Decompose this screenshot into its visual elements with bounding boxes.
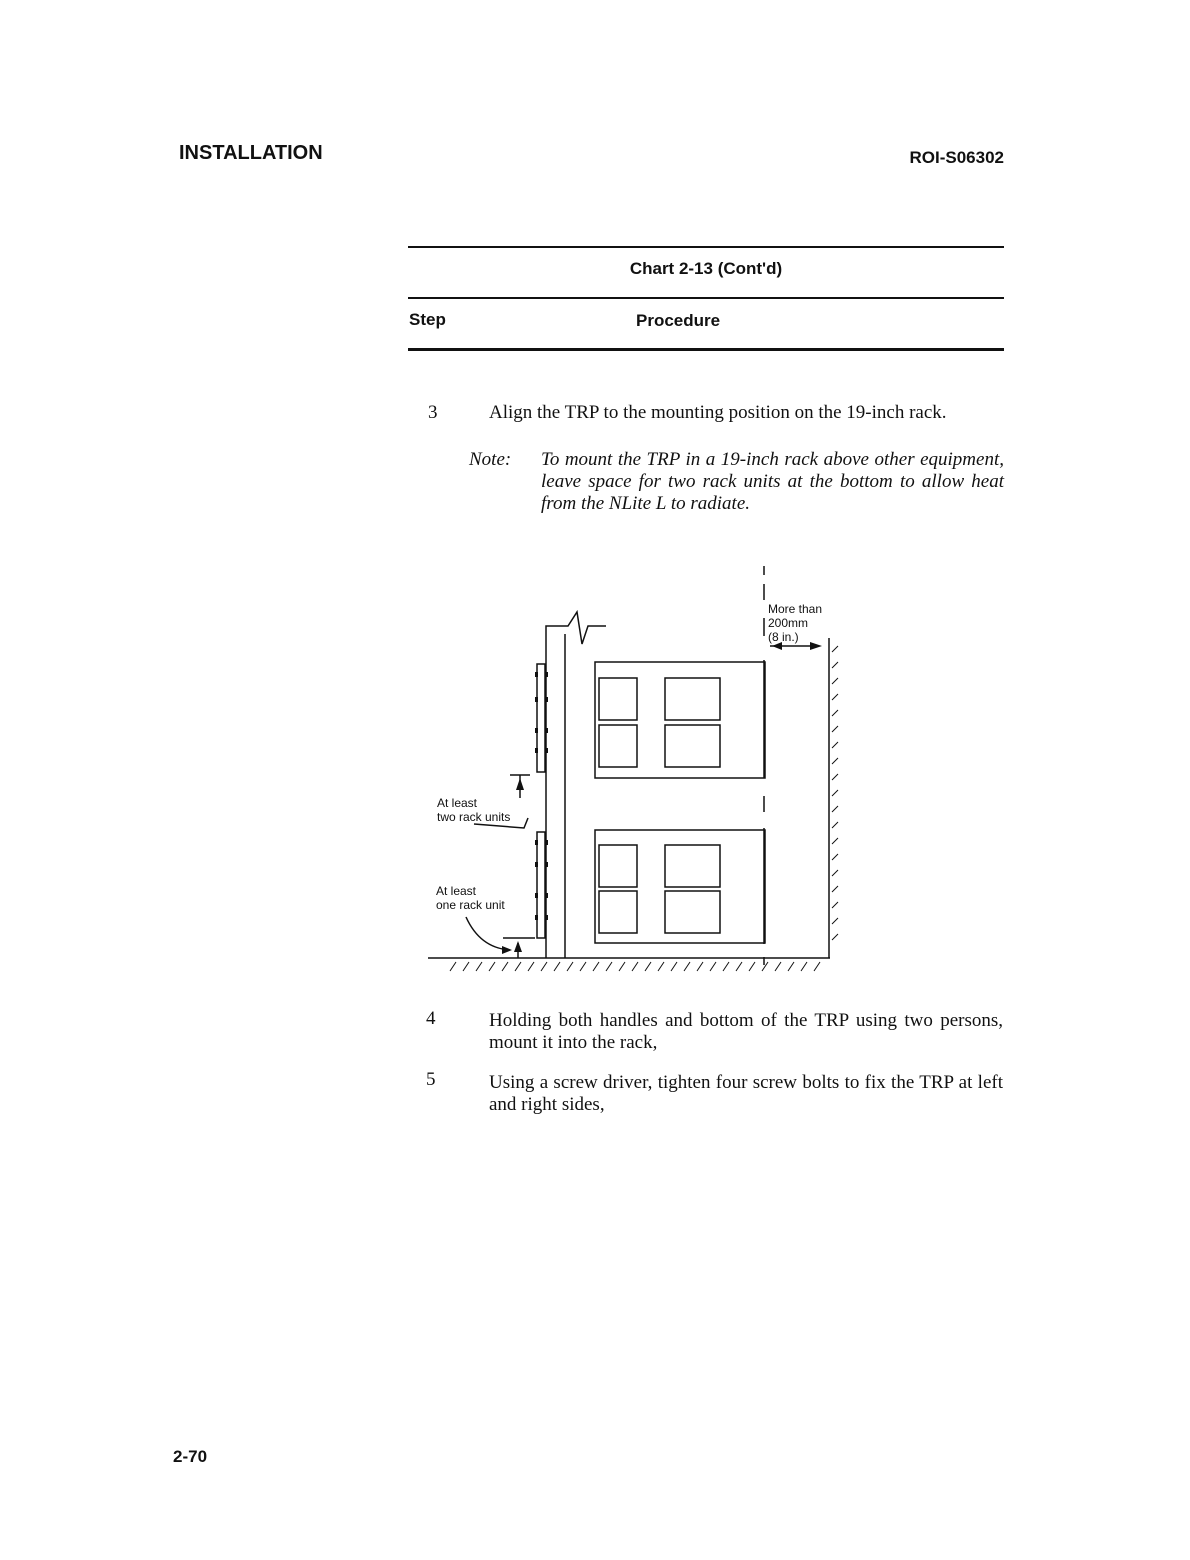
section-title: INSTALLATION: [179, 142, 323, 164]
step-text: Using a screw driver, tighten four screw bolts to fix the TRP at left and right sides,: [489, 1072, 1003, 1115]
step-text: Align the TRP to the mounting position on the 19-inch rack.: [489, 402, 947, 423]
two-rack-units-label-line2: two rack units: [437, 810, 511, 824]
one-rack-unit-label-line2: one rack unit: [436, 898, 505, 912]
document-id: ROI-S06302: [909, 148, 1004, 167]
clearance-label-line2: 200mm: [768, 616, 809, 630]
one-rack-unit-label-line1: At least: [436, 884, 477, 898]
page-number: 2-70: [173, 1447, 208, 1466]
step-number: 3: [428, 402, 438, 423]
clearance-label-line3: (8 in.): [768, 630, 799, 644]
two-rack-units-label-line1: At least: [437, 796, 478, 810]
column-header-step: Step: [409, 310, 446, 329]
rack-post: [546, 612, 606, 958]
column-header-procedure: Procedure: [636, 311, 721, 330]
wall-hatching: [832, 646, 838, 940]
mounting-flange-upper: [537, 664, 545, 772]
clearance-label-line1: More than: [768, 602, 823, 616]
step-text: Holding both handles and bottom of the TRP using two persons, mount it into the rack,: [489, 1010, 1003, 1053]
step-number: 4: [426, 1008, 436, 1029]
step-number: 5: [426, 1069, 436, 1090]
chart-title: Chart 2-13 (Cont'd): [629, 259, 783, 278]
mounting-flange-lower: [537, 832, 545, 938]
note-text: To mount the TRP in a 19-inch rack above other equipment, leave space for two rack units at the bottom to allow heat from the NLite L to radiate.: [541, 449, 1004, 514]
note-label: Note:: [469, 449, 512, 470]
